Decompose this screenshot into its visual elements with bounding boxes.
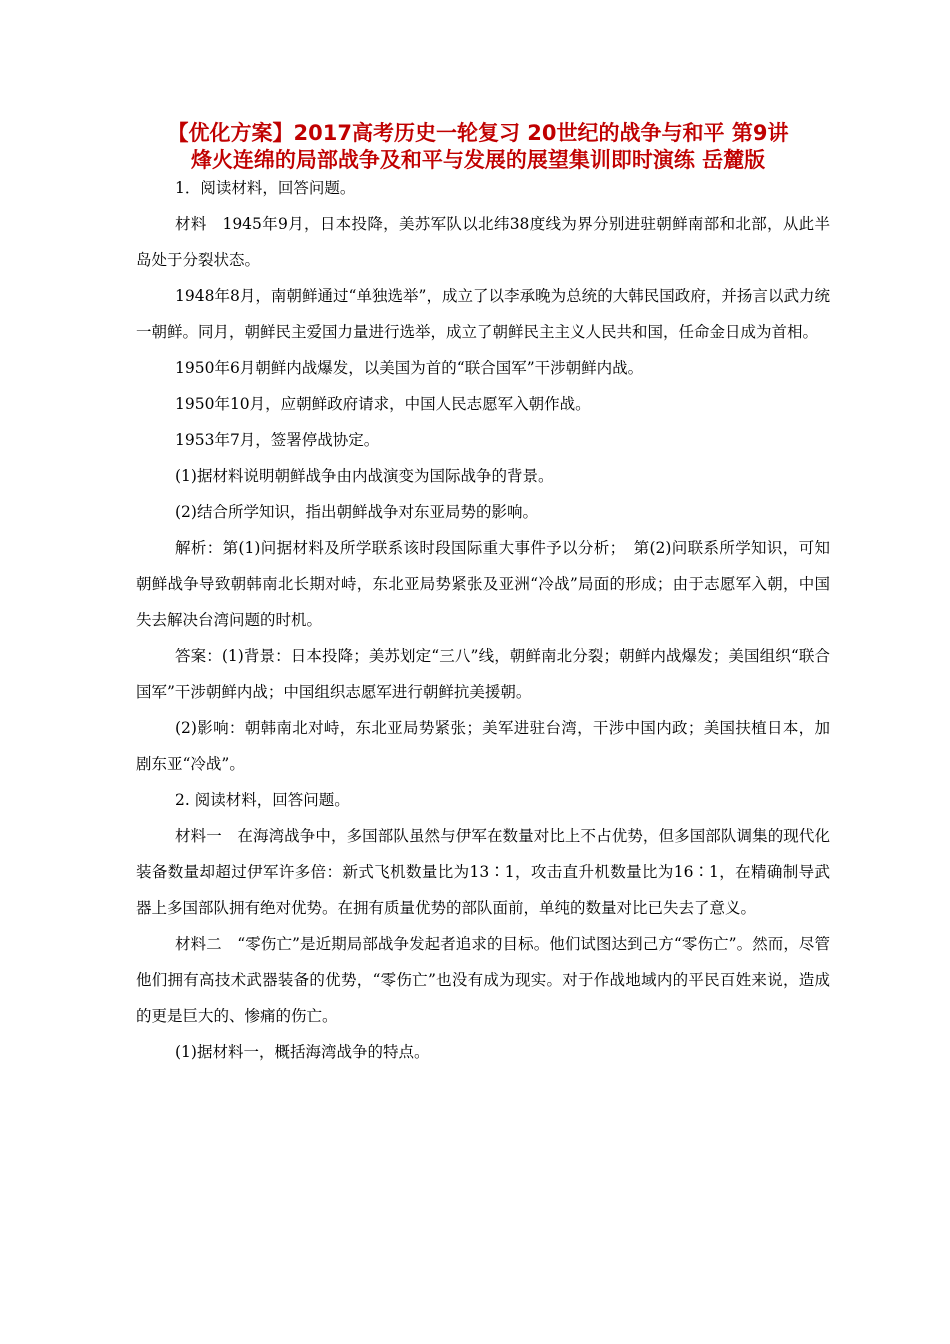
material-paragraph: 1953年7月，签署停战协定。	[175, 431, 380, 449]
material-paragraph: 材料一 在海湾战争中，多国部队虽然与伊军在数量对比上不占优势，但多国部队调集的现代化装备数量却超过伊军许多倍：新式飞机数量比为13∶1，攻击直升机数量比为16∶1，在精确制导武器上多国部队拥有绝对优势。在拥有质量优势的部队面前，单纯的数量对比已失去了意义。	[136, 827, 830, 917]
title-line-1: 【优化方案】2017高考历史一轮复习 20世纪的战争与和平 第9讲	[167, 121, 789, 145]
sub-question: (2)结合所学知识，指出朝鲜战争对东亚局势的影响。	[175, 503, 538, 521]
document-title	[120, 120, 836, 174]
sub-question: (1)据材料说明朝鲜战争由内战演变为国际战争的背景。	[175, 467, 554, 485]
sub-question: (1)据材料一，概括海湾战争的特点。	[175, 1043, 430, 1061]
document-body	[136, 170, 830, 1070]
question-1-heading: 1．阅读材料，回答问题。	[175, 179, 356, 197]
answer-paragraph: (2)影响：朝韩南北对峙，东北亚局势紧张；美军进驻台湾，干涉中国内政；美国扶植日本，加剧东亚“冷战”。	[136, 719, 830, 773]
question-2-heading: 2. 阅读材料，回答问题。	[175, 791, 350, 809]
answer-paragraph: 答案：(1)背景：日本投降；美苏划定“三八”线，朝鲜南北分裂；朝鲜内战爆发；美国组织“联合国军”干涉朝鲜内战；中国组织志愿军进行朝鲜抗美援朝。	[136, 647, 830, 701]
material-paragraph: 1948年8月，南朝鲜通过“单独选举”，成立了以李承晚为总统的大韩民国政府，并扬言以武力统一朝鲜。同月，朝鲜民主爱国力量进行选举，成立了朝鲜民主主义人民共和国，任命金日成为首相。	[136, 287, 830, 341]
material-paragraph: 材料二 “零伤亡”是近期局部战争发起者追求的目标。他们试图达到己方“零伤亡”。然而，尽管他们拥有高技术武器装备的优势，“零伤亡”也没有成为现实。对于作战地域内的平民百姓来说，造成的更是巨大的、惨痛的伤亡。	[136, 935, 830, 1025]
material-paragraph: 材料 1945年9月，日本投降，美苏军队以北纬38度线为界分别进驻朝鲜南部和北部，从此半岛处于分裂状态。	[136, 215, 830, 269]
title-line-2: 烽火连绵的局部战争及和平与发展的展望集训即时演练 岳麓版	[190, 148, 766, 172]
material-paragraph: 1950年10月，应朝鲜政府请求，中国人民志愿军入朝作战。	[175, 395, 591, 413]
material-paragraph: 1950年6月朝鲜内战爆发，以美国为首的“联合国军”干涉朝鲜内战。	[175, 359, 644, 377]
analysis-paragraph: 解析：第(1)问据材料及所学联系该时段国际重大事件予以分析； 第(2)问联系所学知识，可知朝鲜战争导致朝韩南北长期对峙，东北亚局势紧张及亚洲“冷战”局面的形成；由于志愿军入朝，中国失去解决台湾问题的时机。	[136, 539, 830, 629]
